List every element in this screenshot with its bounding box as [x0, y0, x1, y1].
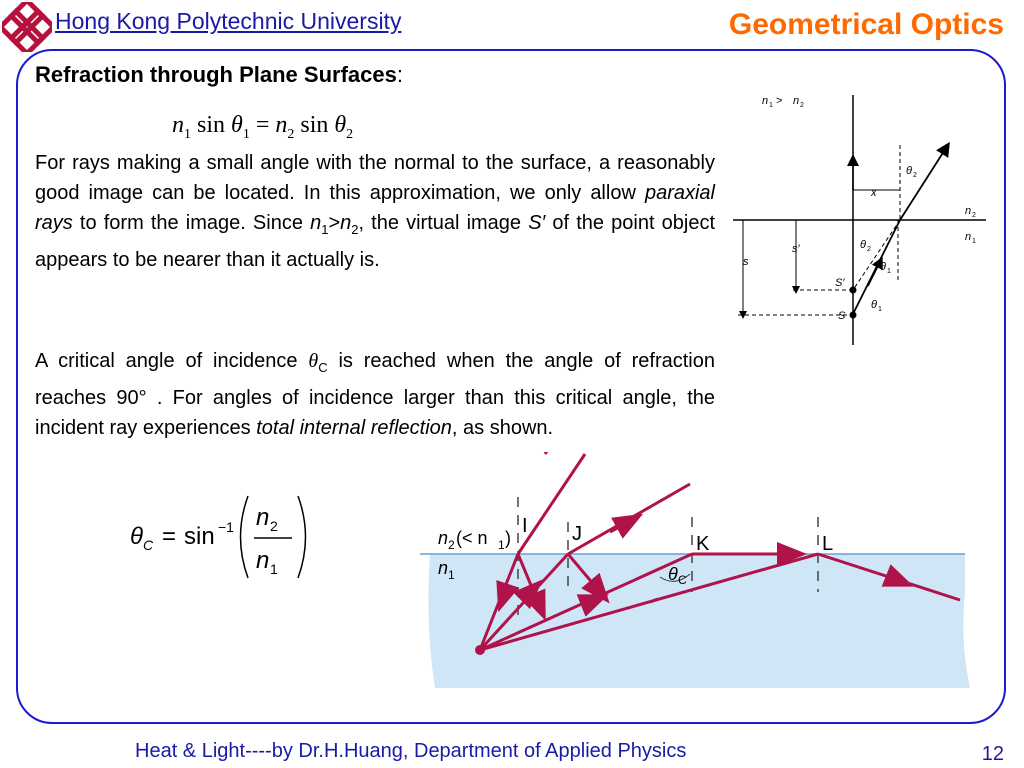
eq1-sin1: sin: [191, 112, 232, 138]
fig2-arrow-K: [590, 600, 595, 602]
fig2-label-K: K: [696, 533, 710, 555]
eq1-n2: n: [275, 112, 288, 138]
fig2-n2-label: n: [438, 528, 449, 548]
slide-topic-title: Geometrical Optics: [728, 8, 1004, 41]
fig1-s-point-label: S: [838, 310, 846, 322]
fig1-sprime-point-label: S′: [835, 277, 845, 289]
fig2-thetaC: θ: [668, 564, 678, 584]
fig2-label-J: J: [572, 523, 582, 545]
eq2-numerator: n: [256, 504, 270, 531]
eq2-theta-sub: C: [143, 537, 154, 553]
fig2-n2-sub: 2: [448, 538, 455, 552]
para2-theta: θ: [308, 350, 319, 372]
para2-text-1: A critical angle of incidence: [35, 350, 309, 372]
plane-refraction-figure: [728, 90, 988, 348]
critical-angle-equation: [130, 492, 330, 582]
para2-text-2: is reached when the angle of refraction reaches 90° . For angles of incidence larger than this critical angle, the incident ray experiences: [35, 350, 715, 439]
fig2-n2-close: ): [505, 528, 511, 548]
para1-n1-sub: 1: [321, 222, 329, 237]
para1-n1: n: [310, 212, 322, 234]
para2-text-3: , as shown.: [451, 417, 554, 439]
para1-s-prime: S′: [528, 212, 546, 234]
eq1-theta1: θ: [231, 112, 243, 138]
para1-gt: >: [328, 212, 341, 234]
fig1-title-n1-sub: 1: [769, 102, 773, 109]
fig1-refracted-ray: [900, 148, 946, 220]
eq1-theta2-sub: 2: [346, 126, 354, 142]
fig1-title-gt: >: [773, 95, 786, 107]
section-heading-text: Refraction through Plane Surfaces: [35, 62, 397, 87]
eq2-theta: θ: [130, 523, 144, 550]
fig1-virtual-image-point: [850, 287, 857, 294]
eq2-denominator-sub: 1: [270, 561, 278, 577]
para1-n2: n: [340, 212, 352, 234]
fig2-label-I: I: [522, 515, 528, 537]
fig1-n1-label-sub: 1: [972, 238, 976, 245]
para1-text-4: of the point object appears to be nearer than it actually is.: [35, 212, 715, 271]
fig2-label-L: L: [822, 533, 834, 555]
fig2-thetaC-sub: C: [678, 573, 687, 587]
eq2-right-paren: [298, 496, 306, 578]
fig1-theta1-low-sub: 1: [887, 268, 891, 275]
section-heading-colon: :: [396, 62, 403, 87]
fig1-incident-arrow: [868, 262, 880, 286]
fig1-title-n2: n: [793, 95, 800, 107]
para2-theta-sub: C: [318, 360, 328, 375]
para1-text-3: , the virtual image: [358, 212, 529, 234]
fig2-arrow-I: [503, 592, 505, 598]
fig1-theta1-low: θ: [880, 261, 886, 273]
section-heading: [35, 62, 403, 88]
fig2-arrow-J: [530, 590, 532, 592]
fig1-x-label: x: [871, 187, 877, 199]
fig1-theta2-low-sub: 2: [867, 246, 871, 253]
fig1-title-n1: n: [762, 95, 769, 107]
paraxial-paragraph: [35, 148, 715, 275]
eq2-numerator-sub: 2: [270, 518, 278, 534]
total-internal-reflection-figure: [420, 452, 980, 688]
para1-paraxial-rays: paraxial rays: [35, 182, 715, 234]
fig2-n1-label: n: [438, 558, 449, 578]
fig1-n2-label-sub: 2: [972, 212, 976, 219]
eq1-theta2: θ: [334, 112, 347, 138]
eq1-n1-sub: 1: [184, 126, 191, 142]
fig1-virtual-ray: [853, 220, 900, 290]
eq2-denominator: n: [256, 547, 270, 574]
fig1-theta1-bottom-sub: 1: [878, 306, 882, 313]
footer-credit: Heat & Light----by Dr.H.Huang, Department of Applied Physics: [135, 740, 687, 762]
eq1-n1: n: [172, 112, 184, 138]
page-number: 12: [981, 743, 1004, 765]
para2-total-internal-reflection: total internal reflection: [256, 417, 452, 439]
eq2-left-paren: [241, 496, 249, 578]
fig1-theta1-bottom: θ: [871, 299, 877, 311]
fig1-s-label: s: [743, 256, 749, 268]
university-logo: [2, 2, 52, 52]
fig2-source-point: [475, 645, 485, 655]
eq1-theta1-sub: 1: [242, 126, 250, 142]
fig1-theta2-low: θ: [860, 239, 866, 251]
fig1-theta2-top: θ: [906, 165, 912, 177]
para1-text-2: to form the image. Since: [72, 212, 311, 234]
fig2-refracted-J: [568, 484, 690, 554]
eq2-sin: sin: [184, 523, 215, 550]
eq1-n2-sub: 2: [287, 126, 295, 142]
fig1-n1-label: n: [965, 231, 972, 243]
fig2-n2-rest: (< n: [456, 528, 488, 548]
fig1-sprime-label: s′: [792, 243, 800, 255]
fig1-title-n2-sub: 2: [800, 102, 804, 109]
fig2-arrow-I-out: [545, 452, 560, 454]
fig1-object-point: [850, 312, 857, 319]
fig1-n2-label: n: [965, 205, 972, 217]
para1-text-1: For rays making a small angle with the normal to the surface, a reasonably good image can be located. In this approximation, we only allow: [35, 152, 715, 204]
eq2-equals: =: [162, 523, 177, 550]
fig2-n2-rest-sub: 1: [498, 538, 505, 552]
eq2-exponent: −1: [218, 519, 234, 535]
para1-n2-sub: 2: [351, 222, 359, 237]
eq1-sin2: sin: [294, 112, 335, 138]
eq1-equals: =: [249, 112, 276, 138]
university-name-link[interactable]: Hong Kong Polytechnic University: [55, 8, 402, 34]
fig2-n1-sub: 1: [448, 568, 455, 582]
fig1-theta2-top-sub: 2: [913, 172, 917, 179]
critical-angle-paragraph: [35, 346, 715, 443]
snell-law-equation: [172, 112, 353, 143]
